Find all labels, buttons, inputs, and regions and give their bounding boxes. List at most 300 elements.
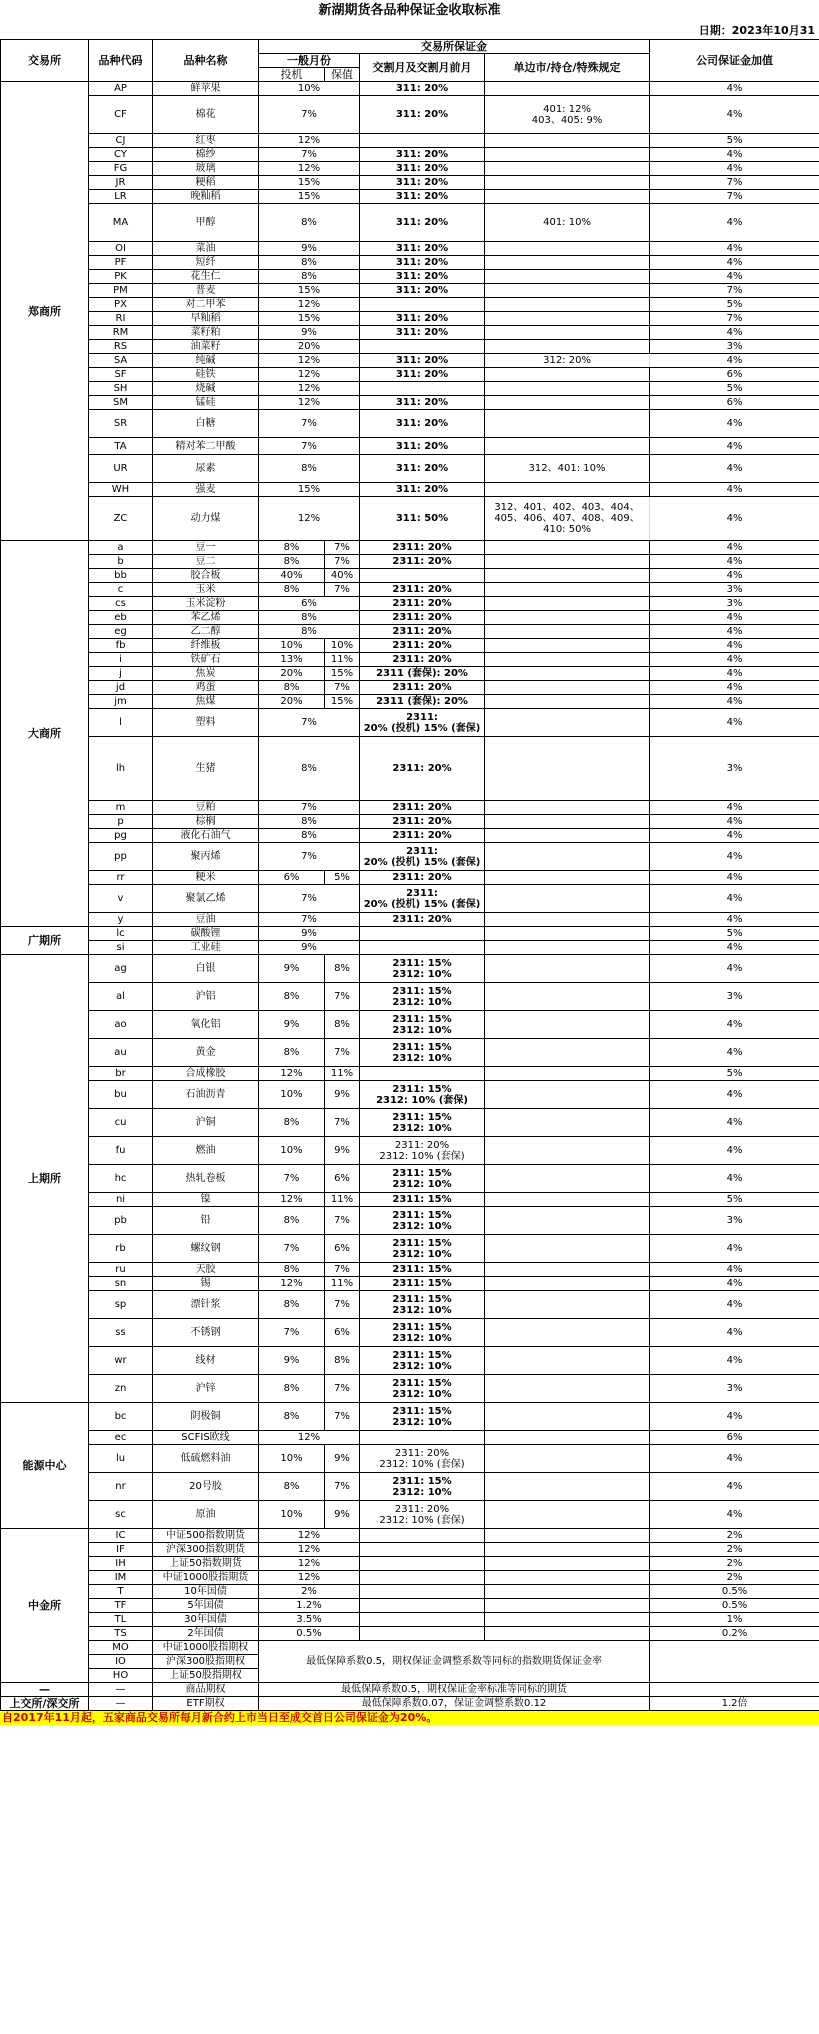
general-margin: 15%	[259, 176, 360, 190]
general-margin: 12%	[259, 1431, 360, 1445]
header-name: 品种名称	[153, 40, 259, 82]
spec-margin: 8%	[259, 1403, 325, 1431]
general-margin: 9%	[259, 941, 360, 955]
product-code: i	[89, 653, 153, 667]
product-code: IH	[89, 1557, 153, 1571]
company-margin-add: 4%	[650, 941, 819, 955]
company-margin-add: 4%	[650, 242, 819, 256]
product-name: 天胶	[153, 1263, 259, 1277]
delivery-month-margin: 2311: 15% 2312: 10% (套保)	[360, 1081, 485, 1109]
delivery-month-margin: 2311: 15% 2312: 10%	[360, 1207, 485, 1235]
spec-margin: 8%	[259, 1375, 325, 1403]
table-row	[1, 298, 819, 312]
general-margin: 9%	[259, 242, 360, 256]
company-margin-add: 7%	[650, 176, 819, 190]
general-margin: 0.5%	[259, 1627, 360, 1641]
product-code: ag	[89, 955, 153, 983]
product-code: bb	[89, 569, 153, 583]
delivery-month-margin: 311: 20%	[360, 284, 485, 298]
table-row	[1, 871, 819, 885]
product-name: 棉花	[153, 96, 259, 134]
delivery-month-margin: 311: 20%	[360, 148, 485, 162]
product-code: FG	[89, 162, 153, 176]
product-name: 玻璃	[153, 162, 259, 176]
company-margin-add: 2%	[650, 1543, 819, 1557]
product-name: 沪锌	[153, 1375, 259, 1403]
general-margin: 7%	[259, 801, 360, 815]
spec-margin: 12%	[259, 1277, 325, 1291]
company-margin-add: 0.5%	[650, 1599, 819, 1613]
special-rule	[485, 1039, 650, 1067]
delivery-month-margin: 2311: 20%	[360, 681, 485, 695]
special-rule	[485, 1137, 650, 1165]
delivery-month-margin: 2311: 20% 2312: 10% (套保)	[360, 1137, 485, 1165]
product-code: al	[89, 983, 153, 1011]
table-row	[1, 284, 819, 298]
company-margin-add: 3%	[650, 1207, 819, 1235]
special-rule: 401: 10%	[485, 204, 650, 242]
spec-margin: 8%	[259, 1039, 325, 1067]
product-name: 上证50股指期权	[153, 1669, 259, 1683]
spec-margin: 13%	[259, 653, 325, 667]
company-margin-add: 4%	[650, 1291, 819, 1319]
table-row	[1, 815, 819, 829]
company-margin-add: 4%	[650, 162, 819, 176]
special-rule	[485, 1445, 650, 1473]
special-rule	[485, 1529, 650, 1543]
delivery-month-margin: 311: 20%	[360, 96, 485, 134]
product-code: TA	[89, 438, 153, 455]
company-margin-add: 4%	[650, 354, 819, 368]
product-name: 工业硅	[153, 941, 259, 955]
product-name: 纤维板	[153, 639, 259, 653]
hedge-margin: 9%	[325, 1501, 360, 1529]
spec-margin: 12%	[259, 1067, 325, 1081]
company-margin-add: 4%	[650, 955, 819, 983]
company-margin-add: 4%	[650, 1501, 819, 1529]
hedge-margin: 15%	[325, 695, 360, 709]
special-rule	[485, 541, 650, 555]
product-name: 碳酸锂	[153, 927, 259, 941]
product-name: 晚籼稻	[153, 190, 259, 204]
general-margin: 3.5%	[259, 1613, 360, 1627]
special-rule: 312: 20%	[485, 354, 650, 368]
delivery-month-margin: 2311: 15% 2312: 10%	[360, 983, 485, 1011]
product-name: 燃油	[153, 1137, 259, 1165]
product-code: rr	[89, 871, 153, 885]
table-row	[1, 653, 819, 667]
special-rule	[485, 1011, 650, 1039]
spec-margin: 10%	[259, 1137, 325, 1165]
product-name: ETF期权	[153, 1697, 259, 1711]
special-rule	[485, 843, 650, 871]
delivery-month-margin: 2311 (套保): 20%	[360, 667, 485, 681]
table-row	[1, 1067, 819, 1081]
special-rule	[485, 270, 650, 284]
product-code: TL	[89, 1613, 153, 1627]
delivery-month-margin: 2311: 15% 2312: 10%	[360, 1109, 485, 1137]
company-margin-add: 4%	[650, 829, 819, 843]
product-code: IC	[89, 1529, 153, 1543]
spec-margin: 8%	[259, 1291, 325, 1319]
table-row	[1, 455, 819, 483]
product-name: 螺纹钢	[153, 1235, 259, 1263]
table-row	[1, 326, 819, 340]
table-row	[1, 96, 819, 134]
company-margin-add: 4%	[650, 1263, 819, 1277]
product-name: 鲜苹果	[153, 82, 259, 96]
company-margin-add: 5%	[650, 134, 819, 148]
special-rule	[485, 983, 650, 1011]
company-margin-add: 3%	[650, 1375, 819, 1403]
product-name: 沪铝	[153, 983, 259, 1011]
hedge-margin: 7%	[325, 1473, 360, 1501]
delivery-month-margin: 311: 20%	[360, 326, 485, 340]
hedge-margin: 11%	[325, 1067, 360, 1081]
spec-margin: 12%	[259, 1193, 325, 1207]
delivery-month-margin	[360, 1529, 485, 1543]
table-row	[1, 162, 819, 176]
special-rule	[485, 1193, 650, 1207]
special-rule: 312、401: 10%	[485, 455, 650, 483]
special-rule	[485, 815, 650, 829]
product-name: 精对苯二甲酸	[153, 438, 259, 455]
spec-margin: 8%	[259, 555, 325, 569]
company-margin-add: 4%	[650, 438, 819, 455]
product-name: 苯乙烯	[153, 611, 259, 625]
product-name: 粳米	[153, 871, 259, 885]
header-exchange-margin: 交易所保证金	[259, 40, 650, 54]
company-margin-add: 5%	[650, 1193, 819, 1207]
hedge-margin: 7%	[325, 1291, 360, 1319]
report-date: 日期：2023年10月31	[698, 24, 815, 37]
delivery-month-margin: 311: 20%	[360, 270, 485, 284]
header-exchange: 交易所	[1, 40, 89, 82]
general-margin: 12%	[259, 354, 360, 368]
company-margin-add: 6%	[650, 1431, 819, 1445]
delivery-month-margin: 2311: 15%	[360, 1277, 485, 1291]
delivery-month-margin: 2311: 15% 2312: 10%	[360, 1375, 485, 1403]
delivery-month-margin: 311: 20%	[360, 242, 485, 256]
special-rule	[485, 829, 650, 843]
company-margin-add: 3%	[650, 983, 819, 1011]
spec-margin: 8%	[259, 583, 325, 597]
company-margin-add: 4%	[650, 455, 819, 483]
table-row	[1, 1291, 819, 1319]
company-margin-add: 5%	[650, 927, 819, 941]
delivery-month-margin: 2311: 20%	[360, 815, 485, 829]
special-rule	[485, 667, 650, 681]
product-name: 不锈钢	[153, 1319, 259, 1347]
special-rule	[485, 681, 650, 695]
company-margin-add: 4%	[650, 913, 819, 927]
delivery-month-margin: 2311: 20%	[360, 625, 485, 639]
product-code: OI	[89, 242, 153, 256]
table-row	[1, 569, 819, 583]
delivery-month-margin: 311: 20%	[360, 368, 485, 382]
product-code: l	[89, 709, 153, 737]
product-code: CJ	[89, 134, 153, 148]
special-rule	[485, 801, 650, 815]
product-name: 硅铁	[153, 368, 259, 382]
table-row	[1, 190, 819, 204]
general-margin: 9%	[259, 927, 360, 941]
product-code: sn	[89, 1277, 153, 1291]
table-row	[1, 438, 819, 455]
product-code: SR	[89, 410, 153, 438]
special-rule	[485, 941, 650, 955]
product-code: au	[89, 1039, 153, 1067]
product-name: 豆二	[153, 555, 259, 569]
delivery-month-margin: 2311: 20%	[360, 611, 485, 625]
product-code: PF	[89, 256, 153, 270]
company-margin-add: 4%	[650, 653, 819, 667]
delivery-month-margin: 311: 20%	[360, 256, 485, 270]
delivery-month-margin: 2311: 15%	[360, 1193, 485, 1207]
general-margin: 8%	[259, 256, 360, 270]
spec-margin: 10%	[259, 639, 325, 653]
product-code: SF	[89, 368, 153, 382]
product-name: 普麦	[153, 284, 259, 298]
product-code: SM	[89, 396, 153, 410]
product-name: 粳稻	[153, 176, 259, 190]
product-name: 镍	[153, 1193, 259, 1207]
product-code: CY	[89, 148, 153, 162]
special-rule	[485, 162, 650, 176]
special-rule	[485, 368, 650, 382]
table-row	[1, 354, 819, 368]
special-rule	[485, 1277, 650, 1291]
table-row	[1, 843, 819, 871]
company-margin-add: 4%	[650, 1165, 819, 1193]
product-name: 烧碱	[153, 382, 259, 396]
product-code: T	[89, 1585, 153, 1599]
company-margin-add: 2%	[650, 1529, 819, 1543]
product-code: ec	[89, 1431, 153, 1445]
hedge-margin: 7%	[325, 1207, 360, 1235]
company-margin-add: 4%	[650, 326, 819, 340]
spec-margin: 8%	[259, 1109, 325, 1137]
special-rule	[485, 1571, 650, 1585]
general-margin: 8%	[259, 204, 360, 242]
product-code: hc	[89, 1165, 153, 1193]
product-name: 低硫燃料油	[153, 1445, 259, 1473]
product-name: 棕榈	[153, 815, 259, 829]
delivery-month-margin: 2311: 15% 2312: 10%	[360, 1403, 485, 1431]
table-row	[1, 1543, 819, 1557]
company-margin-add: 4%	[650, 709, 819, 737]
product-name: 塑料	[153, 709, 259, 737]
delivery-month-margin: 311: 20%	[360, 162, 485, 176]
product-code: fu	[89, 1137, 153, 1165]
company-margin-add: 4%	[650, 483, 819, 497]
header-delivery-month: 交割月及交割月前月	[360, 54, 485, 82]
product-code: HO	[89, 1669, 153, 1683]
general-margin: 8%	[259, 815, 360, 829]
product-name: 胶合板	[153, 569, 259, 583]
table-row	[1, 340, 819, 354]
product-name: 漂针浆	[153, 1291, 259, 1319]
product-code: sc	[89, 1501, 153, 1529]
delivery-month-margin	[360, 298, 485, 312]
product-code: MA	[89, 204, 153, 242]
table-row	[1, 1613, 819, 1627]
general-margin: 8%	[259, 829, 360, 843]
product-name: 上证50指数期货	[153, 1557, 259, 1571]
product-name: 豆油	[153, 913, 259, 927]
delivery-month-margin: 2311: 20%	[360, 541, 485, 555]
table-row	[1, 1263, 819, 1277]
product-code: TF	[89, 1599, 153, 1613]
general-margin: 7%	[259, 885, 360, 913]
table-row	[1, 176, 819, 190]
product-code: fb	[89, 639, 153, 653]
special-rule	[485, 1109, 650, 1137]
spec-margin: 8%	[259, 983, 325, 1011]
table-row	[1, 829, 819, 843]
table-row	[1, 1277, 819, 1291]
special-rule	[485, 1263, 650, 1277]
company-margin-add: 4%	[650, 885, 819, 913]
product-name: 焦煤	[153, 695, 259, 709]
special-rule	[485, 1347, 650, 1375]
delivery-month-margin: 2311: 15% 2312: 10%	[360, 1347, 485, 1375]
product-code: eg	[89, 625, 153, 639]
product-name: 动力煤	[153, 497, 259, 541]
delivery-month-margin: 311: 20%	[360, 438, 485, 455]
table-row	[1, 927, 819, 941]
product-name: 沪深300指数期货	[153, 1543, 259, 1557]
hedge-margin: 7%	[325, 1403, 360, 1431]
delivery-month-margin: 311: 50%	[360, 497, 485, 541]
company-margin-add: 4%	[650, 815, 819, 829]
spec-margin: 40%	[259, 569, 325, 583]
hedge-margin: 6%	[325, 1165, 360, 1193]
table-row	[1, 1473, 819, 1501]
table-row	[1, 1137, 819, 1165]
general-margin: 1.2%	[259, 1599, 360, 1613]
footer-note: 自2017年11月起，五家商品交易所每月新合约上市当日至成交首日公司保证金为20%。	[0, 1711, 819, 1725]
table-row	[1, 204, 819, 242]
table-row	[1, 1375, 819, 1403]
spec-margin: 8%	[259, 541, 325, 555]
company-margin-add: 4%	[650, 1473, 819, 1501]
general-margin: 7%	[259, 843, 360, 871]
delivery-month-margin: 311: 20%	[360, 396, 485, 410]
product-name: 铁矿石	[153, 653, 259, 667]
header-code: 品种代码	[89, 40, 153, 82]
general-margin: 7%	[259, 410, 360, 438]
special-rule	[485, 597, 650, 611]
product-code: m	[89, 801, 153, 815]
general-margin: 12%	[259, 1529, 360, 1543]
table-row	[1, 709, 819, 737]
delivery-month-margin	[360, 340, 485, 354]
product-name: 油菜籽	[153, 340, 259, 354]
hedge-margin: 7%	[325, 1039, 360, 1067]
table-row	[1, 639, 819, 653]
table-row	[1, 1403, 819, 1431]
product-name: 豆一	[153, 541, 259, 555]
general-margin: 7%	[259, 148, 360, 162]
product-code: IF	[89, 1543, 153, 1557]
product-code: pg	[89, 829, 153, 843]
company-margin-add: 4%	[650, 1445, 819, 1473]
table-row	[1, 368, 819, 382]
product-code: IO	[89, 1655, 153, 1669]
table-row	[1, 1235, 819, 1263]
company-margin-add: 1.2倍	[650, 1697, 819, 1711]
table-row	[1, 913, 819, 927]
general-margin: 12%	[259, 298, 360, 312]
general-margin: 12%	[259, 396, 360, 410]
company-margin-add	[650, 1641, 819, 1683]
hedge-margin: 11%	[325, 653, 360, 667]
table-row	[1, 955, 819, 983]
exchange-name: 大商所	[1, 541, 89, 927]
product-code: zn	[89, 1375, 153, 1403]
special-rule: 401: 12% 403、405: 9%	[485, 96, 650, 134]
delivery-month-margin: 2311: 20%	[360, 913, 485, 927]
special-rule	[485, 1375, 650, 1403]
spec-margin: 8%	[259, 1263, 325, 1277]
margin-table	[0, 39, 819, 1711]
special-rule	[485, 871, 650, 885]
product-name: 商品期权	[153, 1683, 259, 1697]
product-name: 乙二醇	[153, 625, 259, 639]
special-rule	[485, 82, 650, 96]
delivery-month-margin: 311: 20%	[360, 190, 485, 204]
product-code: —	[89, 1697, 153, 1711]
special-rule	[485, 312, 650, 326]
table-row	[1, 695, 819, 709]
product-name: 聚氯乙烯	[153, 885, 259, 913]
special-rule	[485, 1403, 650, 1431]
table-row	[1, 597, 819, 611]
general-margin: 15%	[259, 284, 360, 298]
spec-margin: 6%	[259, 871, 325, 885]
general-margin: 7%	[259, 709, 360, 737]
page-title: 新湖期货各品种保证金收取标准	[318, 3, 501, 18]
exchange-name: 能源中心	[1, 1403, 89, 1529]
company-margin-add: 1%	[650, 1613, 819, 1627]
product-code: AP	[89, 82, 153, 96]
table-row	[1, 1011, 819, 1039]
delivery-month-margin	[360, 927, 485, 941]
special-rule	[485, 483, 650, 497]
hedge-margin: 8%	[325, 1347, 360, 1375]
general-margin: 10%	[259, 82, 360, 96]
product-code: IM	[89, 1571, 153, 1585]
product-code: RS	[89, 340, 153, 354]
company-margin-add: 7%	[650, 284, 819, 298]
product-name: 短纤	[153, 256, 259, 270]
delivery-month-margin: 2311: 20%	[360, 801, 485, 815]
hedge-margin: 10%	[325, 639, 360, 653]
product-code: rb	[89, 1235, 153, 1263]
table-row	[1, 681, 819, 695]
company-margin-add: 4%	[650, 204, 819, 242]
table-row	[1, 801, 819, 815]
hedge-margin: 7%	[325, 681, 360, 695]
product-name: 合成橡胶	[153, 1067, 259, 1081]
table-row	[1, 312, 819, 326]
product-name: 30年国债	[153, 1613, 259, 1627]
delivery-month-margin: 311: 20%	[360, 483, 485, 497]
product-code: sp	[89, 1291, 153, 1319]
table-row	[1, 1207, 819, 1235]
table-row	[1, 1445, 819, 1473]
